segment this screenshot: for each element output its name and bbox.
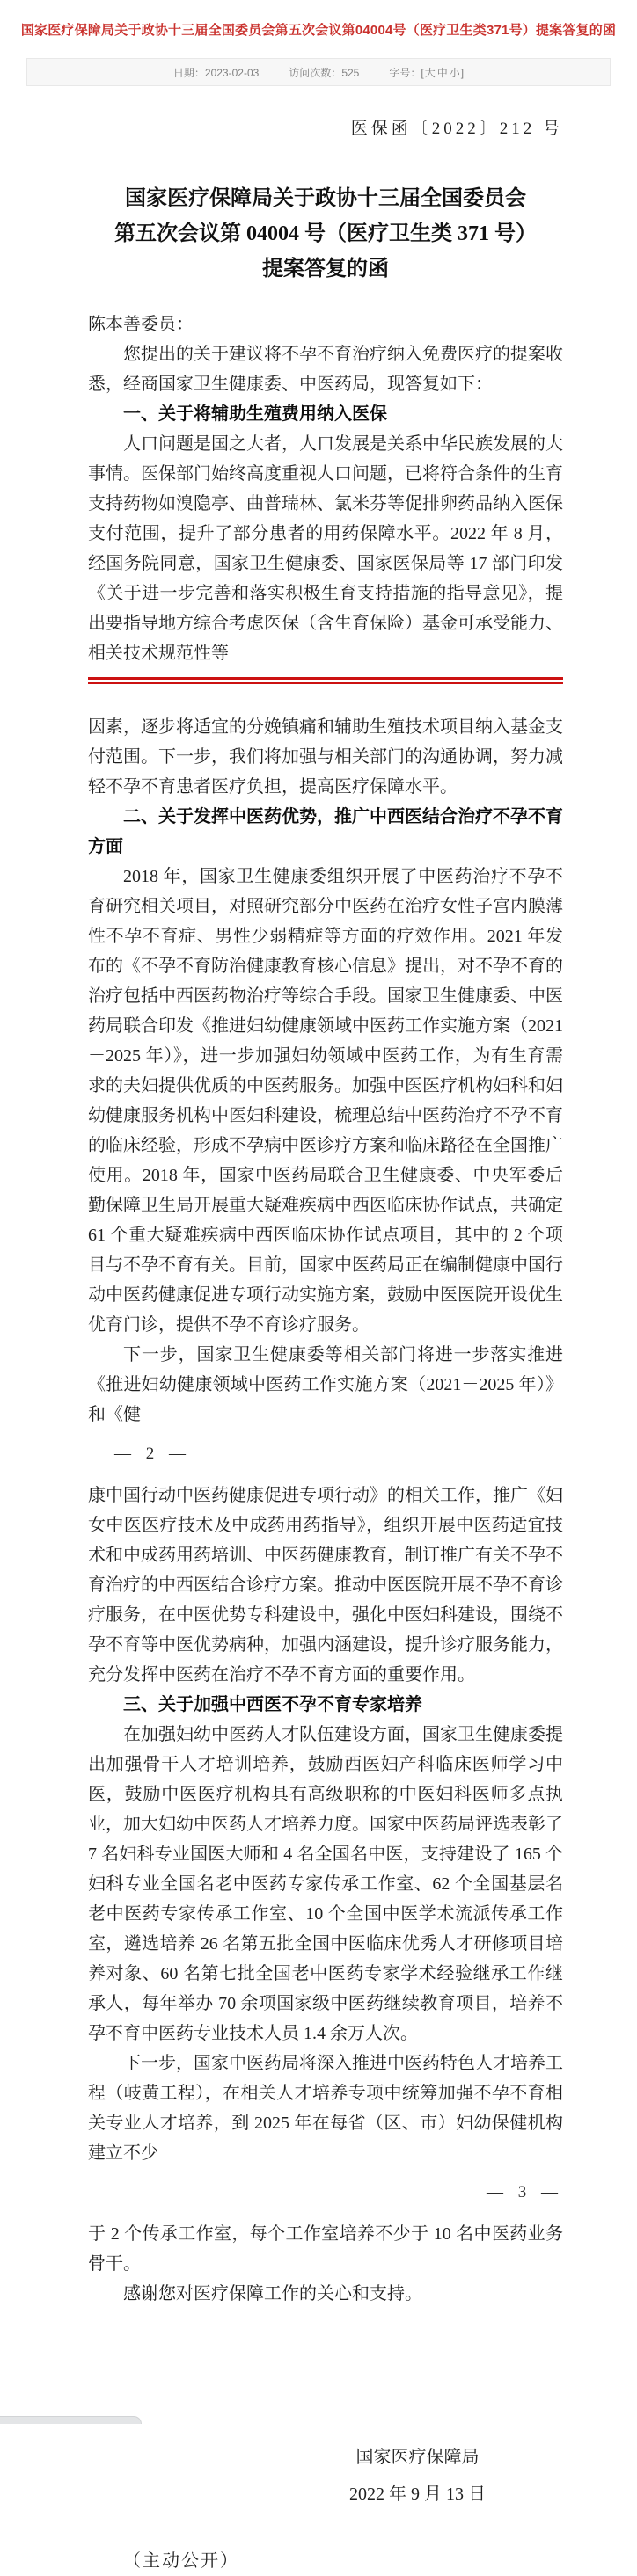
doc-paragraph: 人口问题是国之大者，人口发展是关系中华民族发展的大事情。医保部门始终高度重视人口问题，已将符合条件的生育支持药物如溴隐亭、曲普瑞林、氯米芬等促排卵药品纳入医保支付范围，提升了部分患者的用药保障水平。2022 年 8 月，经国务院同意，国家卫生健康委、国家医保局等 17 部门印发《关于进一步完善和落实积极生育支持措施的指导意见》，提出要指导地方综合考虑医保（含生育保险）基金可承受能力、相关技术规范性等: [88, 434, 563, 664]
page-number-2: — 2 —: [114, 1444, 191, 1464]
page: [0, 9, 637, 2572]
date-label: 日期：: [172, 66, 205, 79]
doc-ref-number: 医保函〔2022〕212 号: [350, 120, 563, 139]
doc-paragraph: 下一步，国家中医药局将深入推进中医药特色人才培养工程（岐黄工程），在相关人才培养专项中统筹加强不孕不育相关专业人才培养，到 2025 年在每省（区、市）妇幼保健机构建立不少: [88, 2054, 563, 2164]
doc-paragraph: 于 2 个传承工作室，每个工作室培养不少于 10 名中医药业务骨干。: [88, 2224, 563, 2274]
fontsize-medium-button[interactable]: 中: [436, 66, 448, 79]
doc-paragraph: 在加强妇幼中医药人才队伍建设方面，国家卫生健康委提出加强骨干人才培训培养，鼓励西医妇产科临床医师学习中医，鼓励中医医疗机构具有高级职称的中医妇科医师多点执业，加大妇幼中医药人才培养力度。国家中医药局评选表彰了 7 名妇科专业国医大师和 4 名全国名中医，支持建设了 165 个妇科专业全国名老中医药专家传承工作室、62 个全国基层名老中医药专家传承工作室、10 个全国中医学术流派传承工作室，遴选培养 26 名第五批全国中医临床优秀人才研修项目培养对象、60 名第七批全国老中医药专家学术经验继承工作继承人，每年举办 70 余项国家级中医药继续教育项目，培养不孕不育中医药专业技术人员 1.4 余万人次。: [88, 1725, 563, 2044]
visit-count: [289, 65, 359, 80]
page-divider-redline: [88, 677, 563, 684]
doc-paragraph: 您提出的关于建议将不孕不育治疗纳入免费医疗的提案收悉，经商国家卫生健康委、中医药局，现答复如下：: [88, 345, 563, 395]
doc-section-heading-1: 一、关于将辅助生殖费用纳入医保: [123, 404, 387, 425]
salutation: 陈本善委员：: [88, 315, 194, 335]
doc-paragraph: 康中国行动中医药健康促进专项行动》的相关工作，推广《妇女中医医疗技术及中成药用药指导》，组织开展中医药适宜技术和中成药用药培训、中医药健康教育，制订推广有关不孕不育治疗的中西医结合诊疗方案。推动中医医院开展不孕不育诊疗服务，在中医优势专科建设中，强化中医妇科建设，围绕不孕不育等中医优势病种，加强内涵建设，提升诊疗服务能力，充分发挥中医药在治疗不孕不育方面的重要作用。: [88, 1486, 563, 1685]
doc-paragraph: 因素，逐步将适宜的分娩镇痛和辅助生殖技术项目纳入基金支付范围。下一步，我们将加强与相关部门的沟通协调，努力减轻不孕不育患者医疗负担，提高医疗保障水平。: [88, 717, 563, 797]
doc-section-heading-3: 三、关于加强中西医不孕不育专家培养: [123, 1695, 422, 1715]
page-title: 国家医疗保障局关于政协十三届全国委员会第五次会议第04004号（医疗卫生类371号）提案答复的函: [20, 23, 617, 39]
bracket-open: [: [421, 66, 424, 79]
publish-date: [173, 65, 259, 80]
meta-bar: [26, 58, 611, 86]
document-scan: [0, 86, 637, 2576]
doc-title-line-2: 第五次会议第 04004 号（医疗卫生类 371 号）: [114, 222, 537, 246]
scrollbar-fragment[interactable]: [0, 2416, 142, 2424]
closing-paragraph: 感谢您对医疗保障工作的关心和支持。: [123, 2284, 422, 2304]
doc-paragraph: 下一步，国家卫生健康委等相关部门将进一步落实推进《推进妇幼健康领域中医药工作实施方案（2021－2025 年）》和《健: [88, 1345, 563, 1425]
fontsize-small-button[interactable]: 小: [449, 66, 460, 79]
doc-section-heading-2: 二、关于发挥中医药优势，推广中西医结合治疗不孕不育方面: [88, 807, 563, 857]
signature-block: [88, 2439, 563, 2513]
page-number-3: — 3 —: [487, 2183, 563, 2202]
doc-title-line-1: 国家医疗保障局关于政协十三届全国委员会: [125, 187, 526, 211]
date-value: 2023-02-03: [204, 66, 260, 79]
signature-date: 2022 年 9 月 13 日: [349, 2485, 486, 2505]
doc-paragraph: 2018 年，国家卫生健康委组织开展了中医药治疗不孕不育研究相关项目，对照研究部分中医药在治疗女性子宫内膜薄性不孕不育症、男性少弱精症等方面的疗效作用。2021 年发布的《不孕不育防治健康教育核心信息》提出，对不孕不育的治疗包括中西医药物治疗等综合手段。国家卫生健康委、中医药局联合印发《推进妇幼健康领域中医药工作实施方案（2021－2025 年）》，进一步加强妇幼领域中医药工作，为有生育需求的夫妇提供优质的中医药服务。加强中医医疗机构妇科和妇幼健康服务机构中医妇科建设，梳理总结中医药治疗不孕不育的临床经验，形成不孕病中医诊疗方案和临床路径在全国推广使用。2018 年，国家中医药局联合卫生健康委、中央军委后勤保障卫生局开展重大疑难疾病中西医临床协作试点，共确定 61 个重大疑难疾病中西医临床协作试点项目，其中的 2 个项目与不孕不育有关。目前，国家中医药局正在编制健康中国行动中医药健康促进专项行动实施方案，鼓励中医医院开设优生优育门诊，提供不孕不育诊疗服务。: [88, 867, 563, 1335]
signature-agency: 国家医疗保障局: [355, 2448, 480, 2468]
doc-title-line-3: 提案答复的函: [262, 258, 389, 281]
visits-value: 525: [341, 66, 360, 79]
fontsize-label: 字号：: [389, 66, 421, 79]
doc-title: [88, 181, 563, 287]
publicity-note: （主动公开）: [123, 2551, 239, 2572]
visits-label: 访问次数：: [289, 66, 342, 79]
bracket-close: ]: [460, 66, 465, 79]
fontsize-control: [389, 65, 464, 80]
fontsize-large-button[interactable]: 大: [424, 66, 436, 79]
